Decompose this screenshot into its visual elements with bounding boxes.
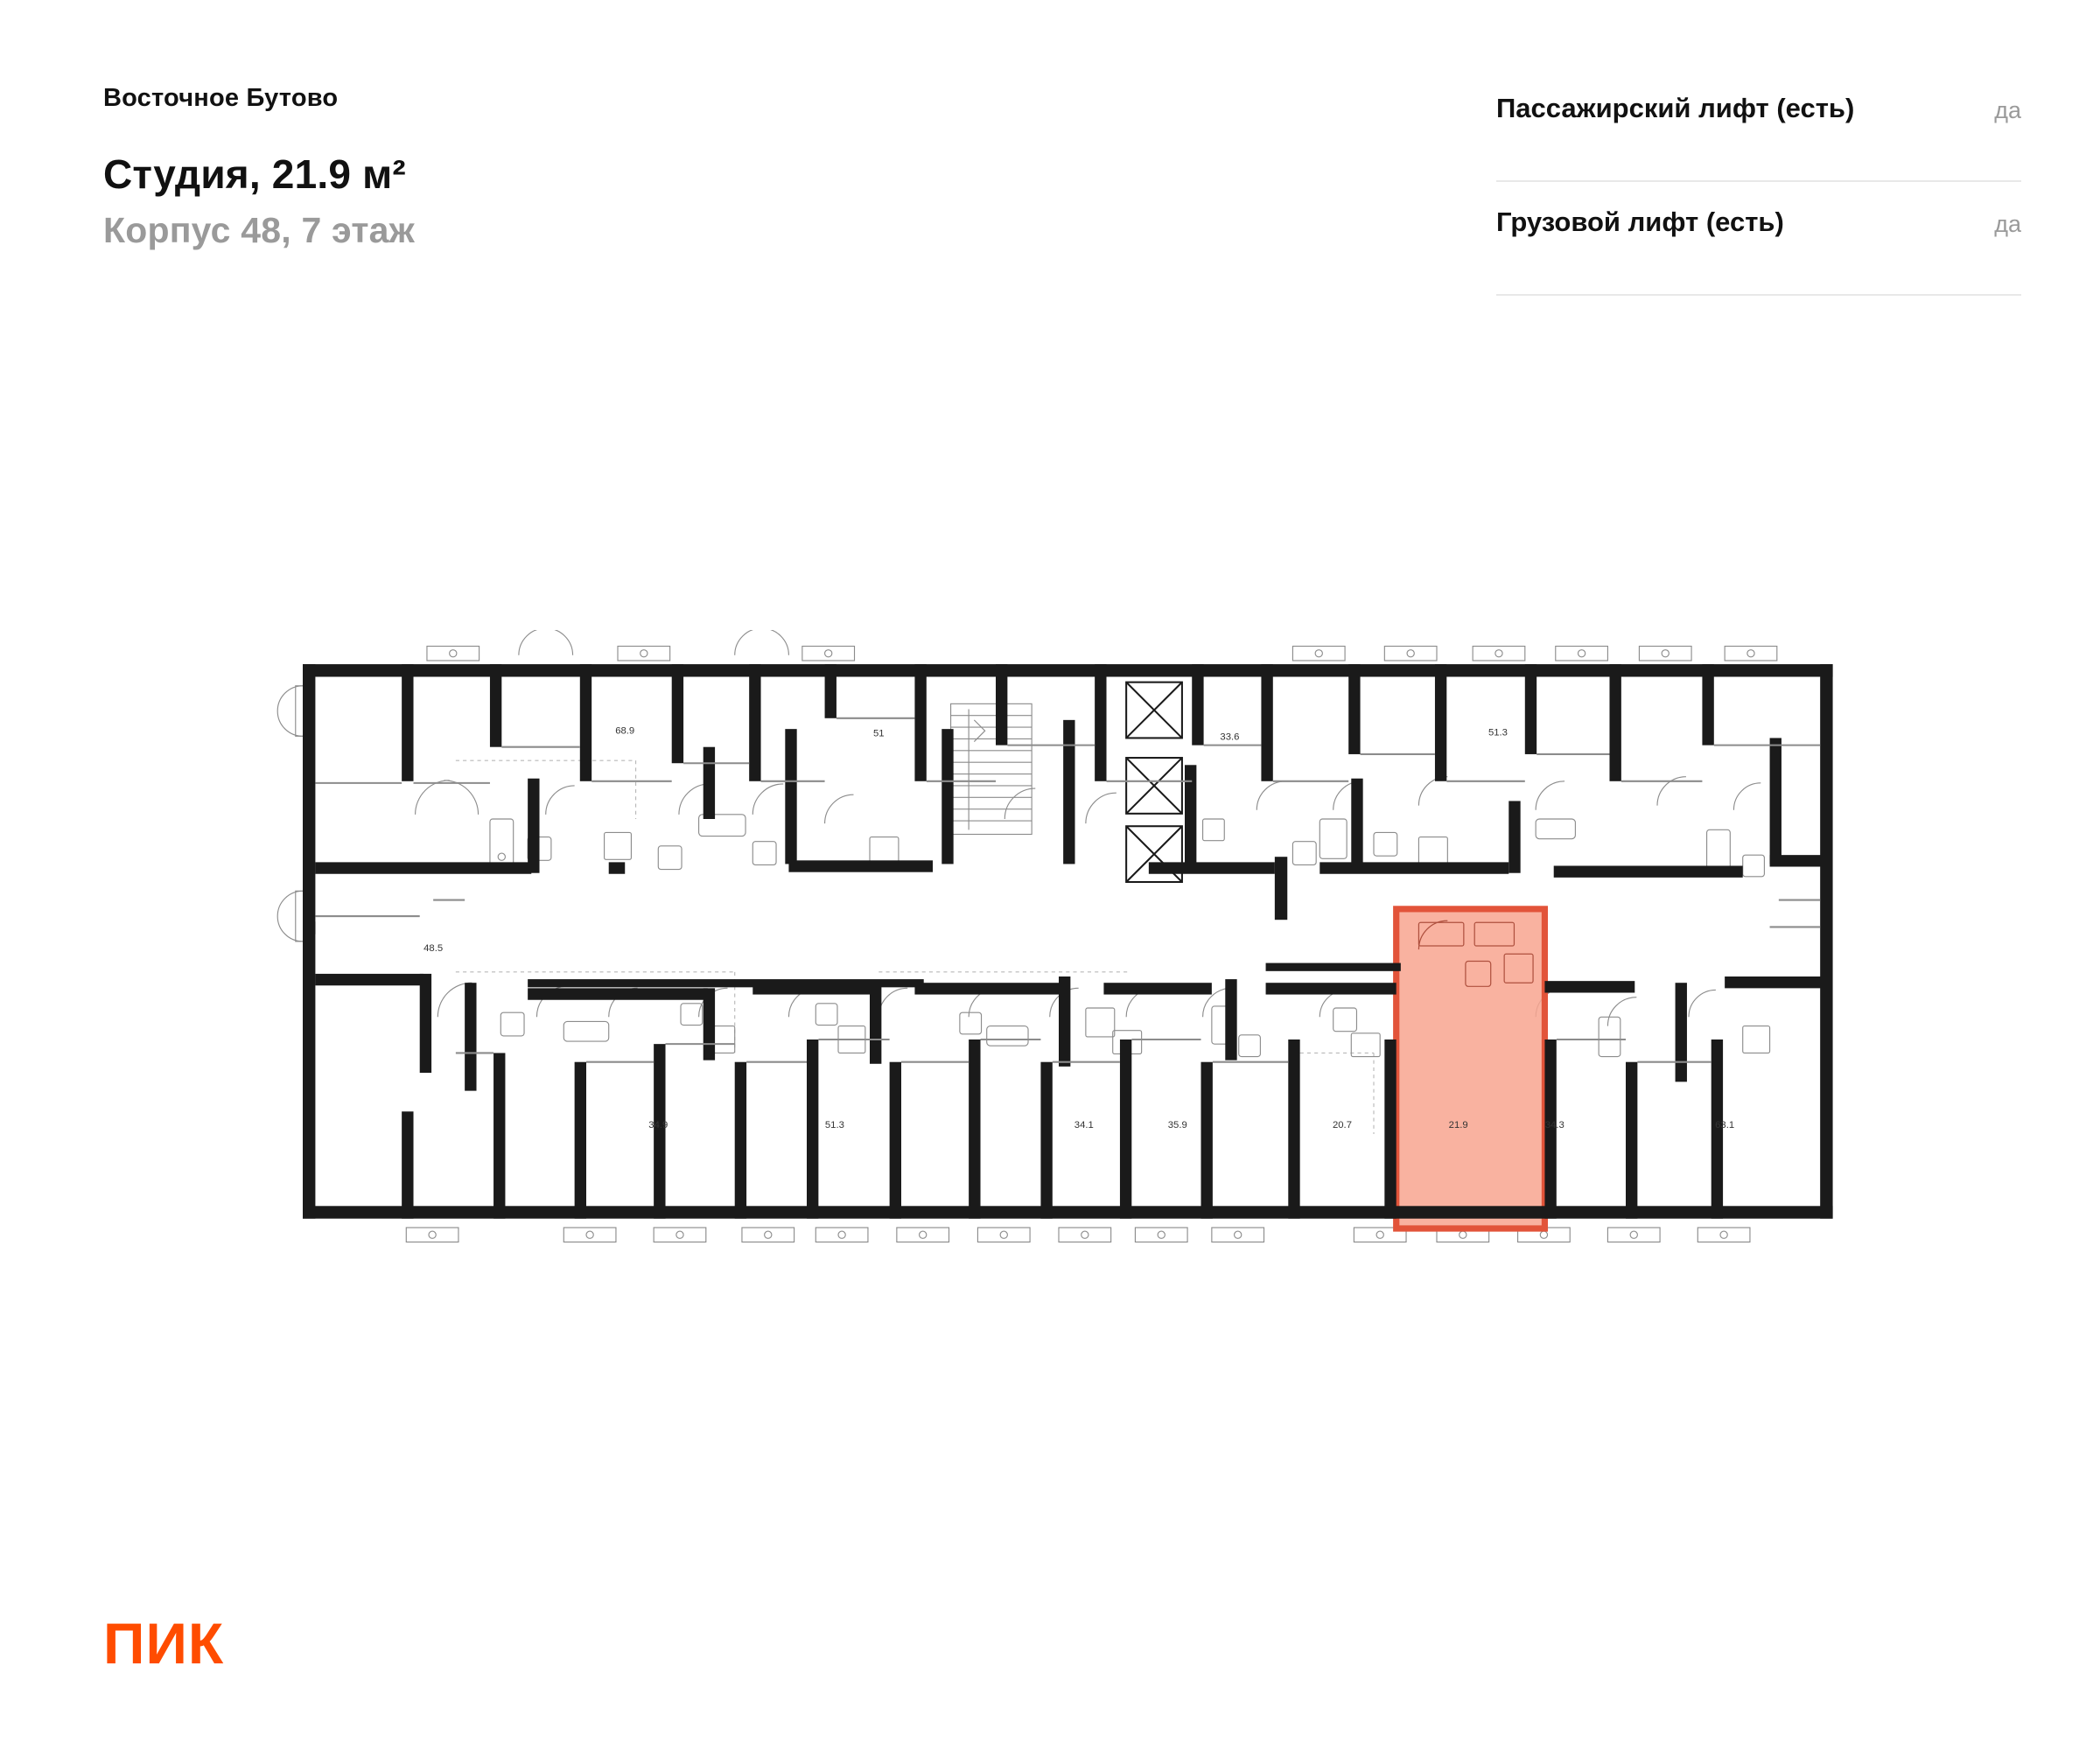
highlighted-apartment[interactable]: [1396, 909, 1545, 1228]
elevator-shafts: [1126, 682, 1182, 882]
highlighted-room-label: 21.9: [1448, 1119, 1468, 1130]
room-label: 20.7: [1333, 1119, 1352, 1130]
room-label: 68.9: [615, 725, 635, 737]
room-label: 33.6: [1220, 732, 1240, 743]
room-label: 63.1: [1715, 1119, 1735, 1130]
project-name: Восточное Бутово: [103, 84, 339, 112]
fact-value: да: [1994, 97, 2021, 123]
fact-label: Пассажирский лифт (есть): [1496, 93, 1855, 123]
fact-row: [1496, 182, 2021, 296]
apartment-subtitle: Корпус 48, 7 этаж: [103, 210, 415, 250]
window-symbols-bottom: [406, 1228, 1750, 1242]
fact-label: Грузовой лифт (есть): [1496, 206, 1784, 237]
room-label: 34.1: [1074, 1119, 1094, 1130]
room-label: 51.3: [824, 1119, 844, 1130]
floor-plan: [105, 630, 2012, 1260]
page-title: Студия, 21.9 м²: [103, 151, 406, 197]
room-label: 51.3: [1488, 727, 1508, 738]
room-label: 34.3: [1544, 1119, 1564, 1130]
room-label: 34.9: [648, 1119, 668, 1130]
room-label: 51: [872, 728, 885, 739]
window-symbols-top: [427, 647, 1777, 661]
room-label: 48.5: [424, 943, 444, 955]
room-label: 35.9: [1167, 1119, 1187, 1130]
fact-value: да: [1994, 211, 2021, 237]
facts-table: [1496, 68, 2021, 296]
pik-logo: ПИК: [103, 1611, 225, 1676]
header: [0, 0, 2100, 289]
staircase: [951, 704, 1032, 834]
fixtures: [490, 815, 1770, 1057]
fact-row: [1496, 68, 2021, 182]
floor-plan-svg: [105, 630, 2012, 1260]
